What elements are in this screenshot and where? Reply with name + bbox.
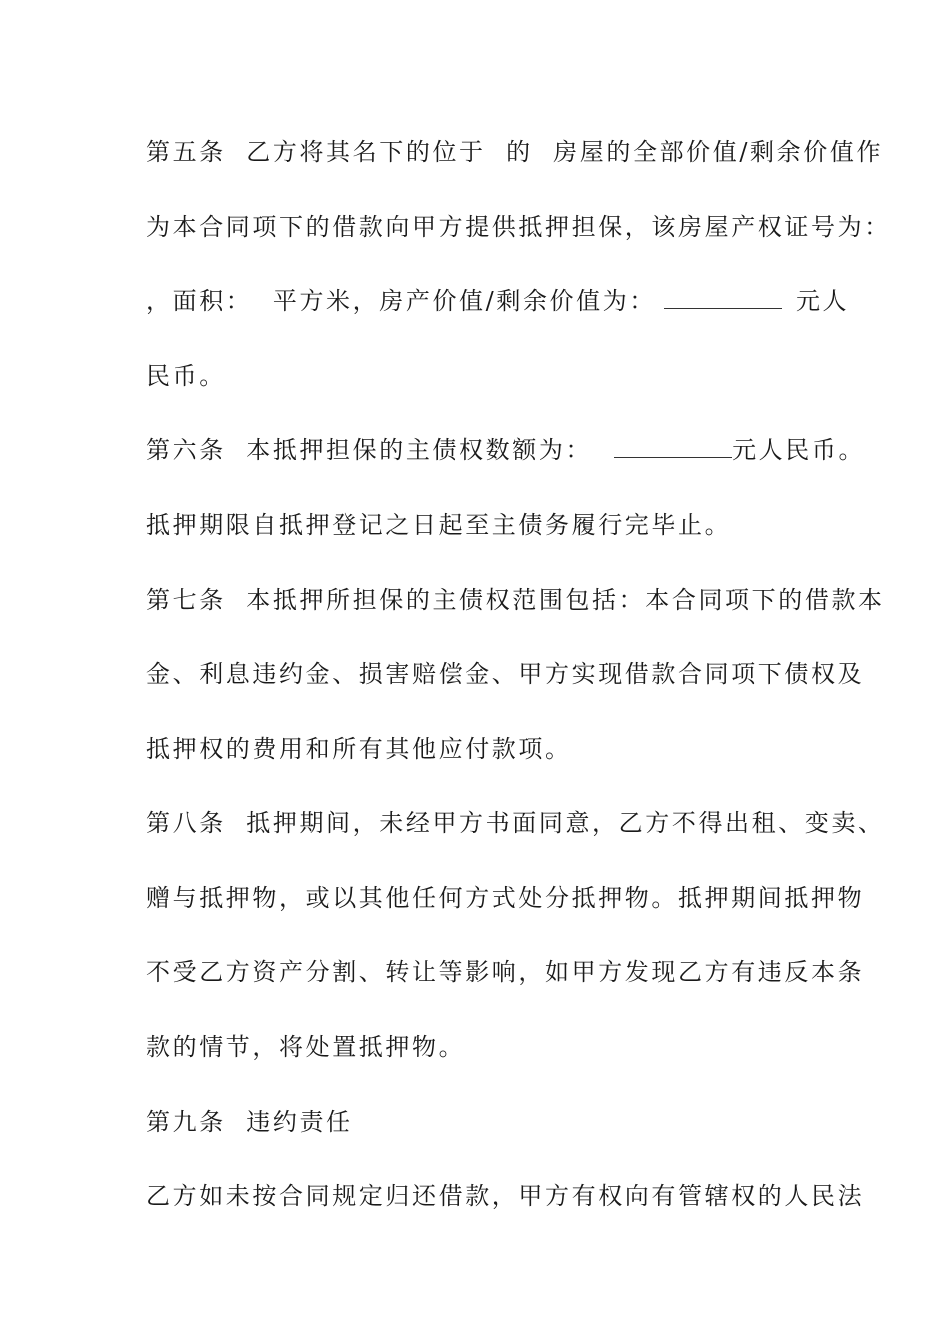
article-9-line-1: 乙方如未按合同规定归还借款，甲方有权向有管辖权的人民法	[146, 1182, 865, 1210]
currency-unit-text: 元人	[795, 287, 850, 315]
article-7-line-1: 第七条 本抵押所担保的主债权范围包括：本合同项下的借款本	[146, 586, 885, 614]
article-8-line-1: 第八条 抵押期间，未经甲方书面同意，乙方不得出租、变卖、	[146, 809, 885, 837]
article-6-line-2: 抵押期限自抵押登记之日起至主债务履行完毕止。	[146, 511, 732, 539]
area-value-text: ，面积： 平方米，房产价值/剩余价值为：	[146, 287, 656, 315]
article-7-line-2: 金、利息违约金、损害赔偿金、甲方实现借款合同项下债权及	[146, 660, 865, 688]
article-8-line-3: 不受乙方资产分割、转让等影响，如甲方发现乙方有违反本条	[146, 958, 865, 986]
article-6-line-1	[146, 434, 865, 466]
article-9-heading: 第九条 违约责任	[146, 1108, 353, 1136]
article-5-line-1: 第五条 乙方将其名下的位于 的 房屋的全部价值/剩余价值作	[146, 138, 884, 166]
article-8-line-4: 款的情节，将处置抵押物。	[146, 1033, 466, 1061]
article-5-line-4: 民币。	[146, 362, 226, 390]
debt-amount-blank	[614, 435, 732, 458]
article-7-line-3: 抵押权的费用和所有其他应付款项。	[146, 735, 572, 763]
debt-amount-text: 第六条 本抵押担保的主债权数额为：	[146, 436, 593, 464]
debt-currency-text: 元人民币。	[732, 436, 866, 464]
article-5-line-2: 为本合同项下的借款向甲方提供抵押担保，该房屋产权证号为：	[146, 213, 891, 241]
article-8-line-2: 赠与抵押物，或以其他任何方式处分抵押物。抵押期间抵押物	[146, 884, 865, 912]
article-5-line-3	[146, 285, 849, 317]
house-value-blank	[664, 286, 782, 309]
